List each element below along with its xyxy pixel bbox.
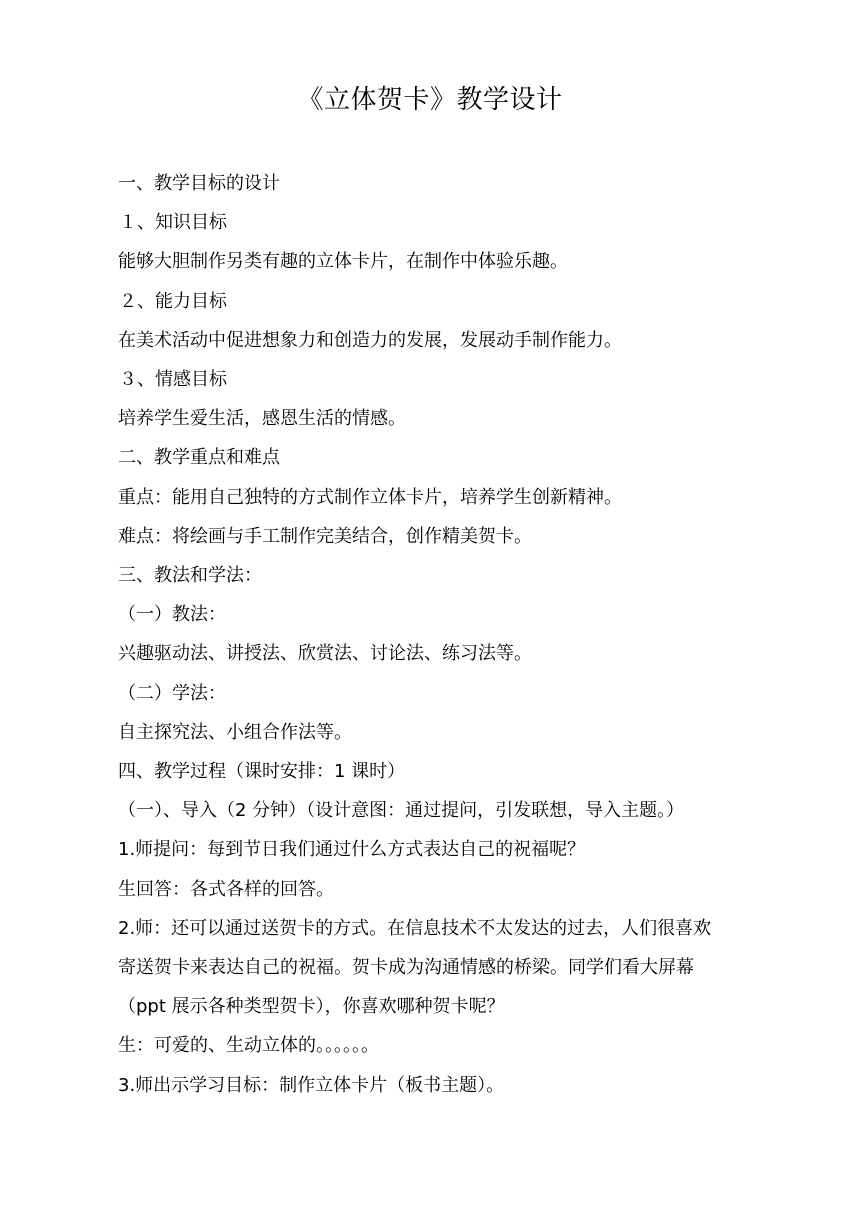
paragraph-teacher-greeting-card-1: 2.师：还可以通过送贺卡的方式。在信息技术不太发达的过去，人们很喜欢 [118, 917, 712, 939]
document-body [118, 164, 778, 1105]
section-heading-key-points: 二、教学重点和难点 [118, 447, 280, 469]
paragraph-teacher-greeting-card-3: （ppt 展示各种类型贺卡），你喜欢哪种贺卡呢？ [118, 996, 505, 1018]
paragraph-teacher-question: 1.师提问：每到节日我们通过什么方式表达自己的祝福呢？ [118, 839, 586, 861]
subheading-teaching-method: （一）教法： [118, 604, 226, 626]
paragraph-student-reply: 生：可爱的、生动立体的。。。。。。 [118, 1035, 379, 1057]
section-heading-methods: 三、教法和学法： [118, 565, 262, 587]
section-heading-process: 四、教学过程（课时安排：1 课时） [118, 761, 406, 783]
paragraph-learning-goal: 3.师出示学习目标：制作立体卡片（板书主题）。 [118, 1074, 505, 1096]
paragraph-difficulty: 难点：将绘画与手工制作完美结合，创作精美贺卡。 [118, 525, 532, 547]
section-heading-objectives: 一、教学目标的设计 [118, 173, 280, 194]
subheading-ability: ２、能力目标 [119, 290, 227, 312]
subheading-learning-method: （二）学法： [118, 682, 226, 704]
paragraph-ability: 在美术活动中促进想象力和创造力的发展，发展动手制作能力。 [118, 329, 622, 351]
paragraph-emotion: 培养学生爱生活，感恩生活的情感。 [118, 408, 406, 430]
subheading-introduction: （一）、导入（2 分钟）（设计意图：通过提问，引发联想，导入主题。） [118, 800, 685, 822]
paragraph-learning-method: 自主探究法、小组合作法等。 [118, 721, 352, 743]
paragraph-student-answer: 生回答：各式各样的回答。 [118, 878, 334, 900]
subheading-emotion: ３、情感目标 [119, 369, 227, 391]
paragraph-teaching-method: 兴趣驱动法、讲授法、欣赏法、讨论法、练习法等。 [118, 643, 532, 665]
paragraph-knowledge: 能够大胆制作另类有趣的立体卡片，在制作中体验乐趣。 [118, 251, 568, 273]
paragraph-key-point: 重点：能用自己独特的方式制作立体卡片，培养学生创新精神。 [118, 486, 622, 508]
paragraph-teacher-greeting-card-2: 寄送贺卡来表达自己的祝福。贺卡成为沟通情感的桥梁。同学们看大屏幕 [118, 957, 694, 979]
document-title: 《立体贺卡》教学设计 [297, 85, 563, 115]
subheading-knowledge: １、知识目标 [119, 212, 227, 234]
